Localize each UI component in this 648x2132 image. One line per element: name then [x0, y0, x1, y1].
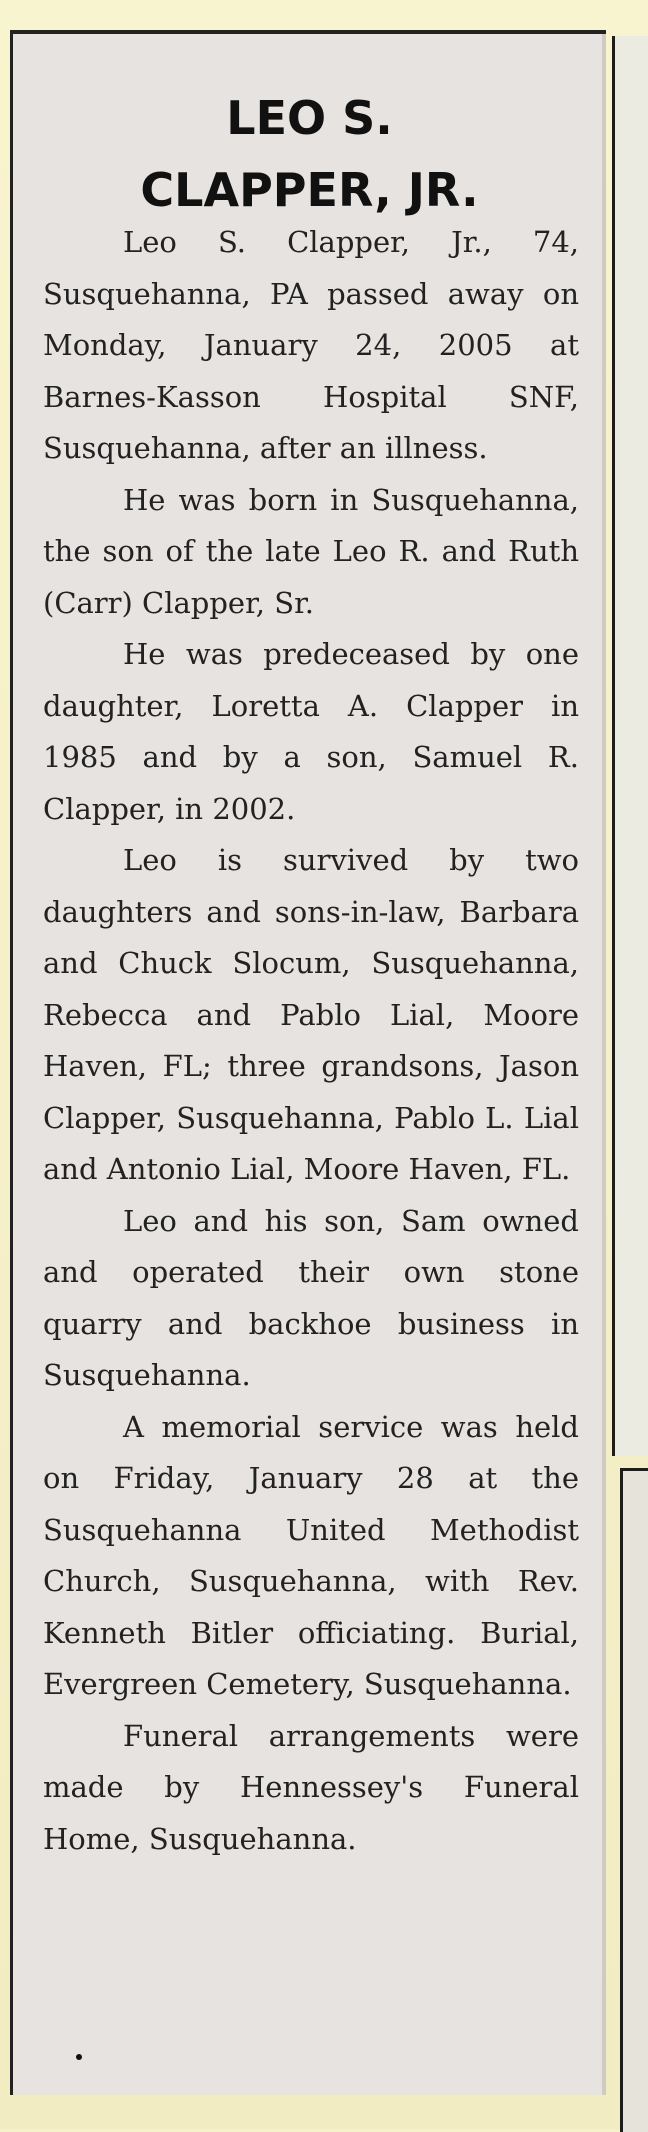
- paragraph-survivors: Leo is survived by two daughters and sons-in-law, Barbara and Chuck Slocum, Susquehanna, Rebecca and Pablo Lial, Moore Haven, FL; three grandsons, Jason Clapper, Susquehanna, Pablo L. Lial and Antonio Lial, Moore Haven, FL.: [43, 843, 579, 1186]
- paragraph-predeceased: He was predeceased by one daughter, Loretta A. Clapper in 1985 and by a son, Samuel R. Clapper, in 2002.: [43, 637, 579, 826]
- obituary-body: [43, 217, 579, 1865]
- paragraph-funeral-arrangements: Funeral arrangements were made by Hennessey's Funeral Home, Susquehanna.: [43, 1718, 579, 1856]
- adjacent-clipping-edge-top: [612, 36, 648, 1456]
- title-line-1: LEO S.: [226, 91, 393, 145]
- paragraph-birth: He was born in Susquehanna, the son of the late Leo R. and Ruth (Carr) Clapper, Sr.: [43, 482, 579, 620]
- paragraph-memorial-service: A memorial service was held on Friday, January 28 at the Susquehanna United Methodist Church, Susquehanna, with Rev. Kenneth Bitler officiating. Burial, Evergreen Cemetery, Susquehanna.: [43, 1409, 579, 1701]
- print-speck: [76, 2054, 82, 2060]
- paragraph-death-notice: Leo S. Clapper, Jr., 74, Susquehanna, PA passed away on Monday, January 24, 2005 at Barnes-Kasson Hospital SNF, Susquehanna, after an illness.: [43, 225, 579, 465]
- obituary-title: [13, 82, 606, 226]
- obituary-clipping: [10, 30, 606, 2095]
- title-line-2: CLAPPER, JR.: [140, 163, 479, 217]
- paragraph-business: Leo and his son, Sam owned and operated their own stone quarry and backhoe business in Susquehanna.: [43, 1203, 579, 1392]
- adjacent-clipping-edge-bottom: [620, 1468, 648, 2132]
